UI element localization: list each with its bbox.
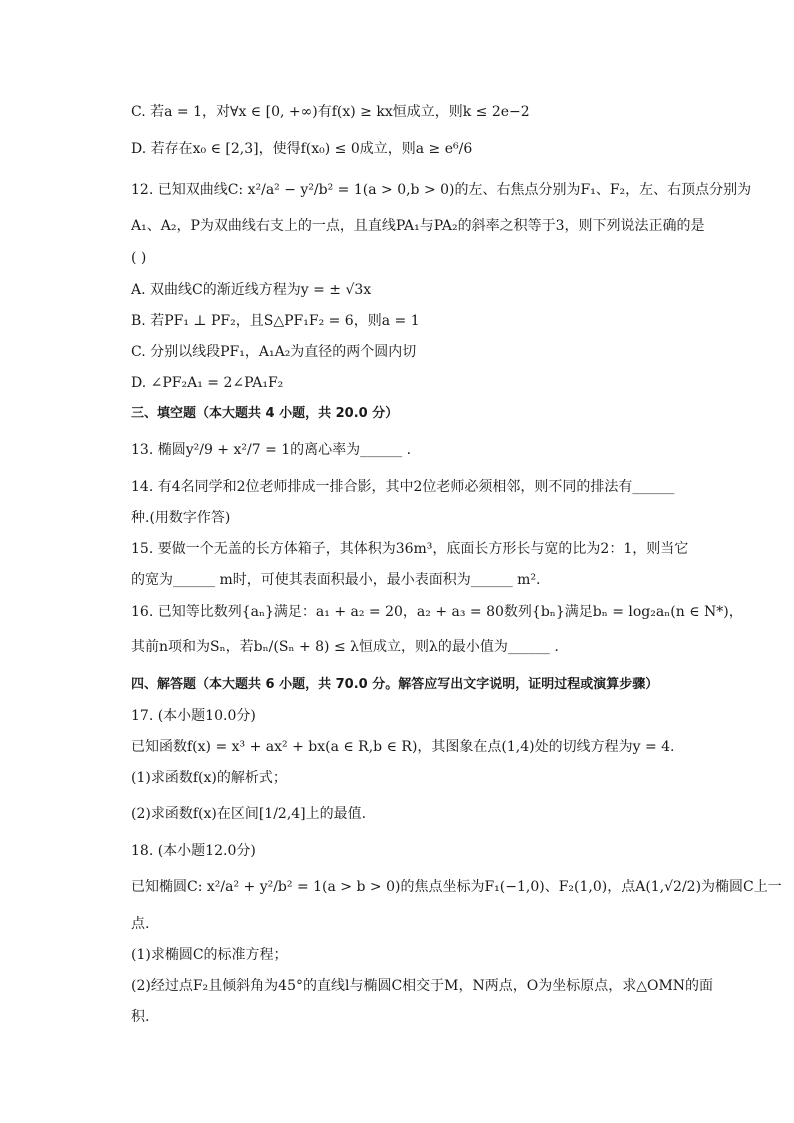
- question-18-part1: (1)求椭圆C的标准方程；: [131, 947, 288, 963]
- question-14-cont: 种.(用数字作答): [131, 510, 231, 526]
- question-15-cont: 的宽为______ m时，可使其表面积最小，最小表面积为______ m².: [131, 572, 541, 588]
- question-16: 16. 已知等比数列{aₙ}满足：a₁ + a₂ = 20，a₂ + a₃ = 80数列{bₙ}满足bₙ = log₂aₙ(n ∈ N*)，: [131, 604, 743, 620]
- question-12-cont: A₁、A₂，P为双曲线右支上的一点，且直线PA₁与PA₂的斜率之积等于3，则下列说法正确的是: [131, 218, 705, 234]
- question-18-cont: 点.: [131, 916, 150, 932]
- question-15: 15. 要做一个无盖的长方体箱子，其体积为36m³，底面长方形长与宽的比为2：1，则当它: [131, 541, 689, 557]
- question-18-part2-cont: 积.: [131, 1009, 150, 1025]
- option-c-11: C. 若a = 1，对∀x ∈ [0, +∞)有f(x) ≥ kx恒成立，则k ≤ 2e−2: [131, 104, 530, 120]
- section-heading-solutions: 四、解答题（本大题共 6 小题，共 70.0 分。解答应写出文字说明，证明过程或演算步骤）: [131, 677, 659, 692]
- option-a-12: A. 双曲线C的渐近线方程为y = ± √3x: [131, 282, 372, 298]
- section-heading-fill-in: 三、填空题（本大题共 4 小题，共 20.0 分）: [131, 406, 399, 421]
- question-17: 已知函数f(x) = x³ + ax² + bx(a ∈ R,b ∈ R)，其图象在点(1,4)处的切线方程为y = 4.: [131, 739, 675, 755]
- question-16-cont: 其前n项和为Sₙ，若bₙ/(Sₙ + 8) ≤ λ恒成立，则λ的最小值为______ .: [131, 639, 559, 655]
- option-d-12: D. ∠PF₂A₁ = 2∠PA₁F₂: [131, 375, 284, 391]
- question-13: 13. 椭圆y²/9 + x²/7 = 1的离心率为______ .: [131, 442, 412, 458]
- answer-bracket: ( ): [131, 250, 147, 266]
- question-18-header: 18. (本小题12.0分): [131, 843, 256, 859]
- question-17-part2: (2)求函数f(x)在区间[1/2,4]上的最值.: [131, 806, 367, 822]
- option-b-12: B. 若PF₁ ⊥ PF₂，且S△PF₁F₂ = 6，则a = 1: [131, 313, 420, 329]
- question-18-part2: (2)经过点F₂且倾斜角为45°的直线l与椭圆C相交于M，N两点，O为坐标原点，求△OMN的面: [131, 978, 714, 994]
- option-c-12: C. 分别以线段PF₁，A₁A₂为直径的两个圆内切: [131, 344, 417, 360]
- question-14: 14. 有4名同学和2位老师排成一排合影，其中2位老师必须相邻，则不同的排法有______: [131, 479, 675, 495]
- question-18: 已知椭圆C: x²/a² + y²/b² = 1(a > b > 0)的焦点坐标为F₁(−1,0)、F₂(1,0)，点A(1,√2/2)为椭圆C上一: [131, 879, 782, 895]
- question-17-part1: (1)求函数f(x)的解析式；: [131, 770, 287, 786]
- question-17-header: 17. (本小题10.0分): [131, 708, 256, 724]
- option-d-11: D. 若存在x₀ ∈ [2,3]，使得f(x₀) ≤ 0成立，则a ≥ e⁶/6: [131, 141, 473, 157]
- question-12: 12. 已知双曲线C: x²/a² − y²/b² = 1(a > 0,b > 0)的左、右焦点分别为F₁、F₂，左、右顶点分别为: [131, 182, 752, 198]
